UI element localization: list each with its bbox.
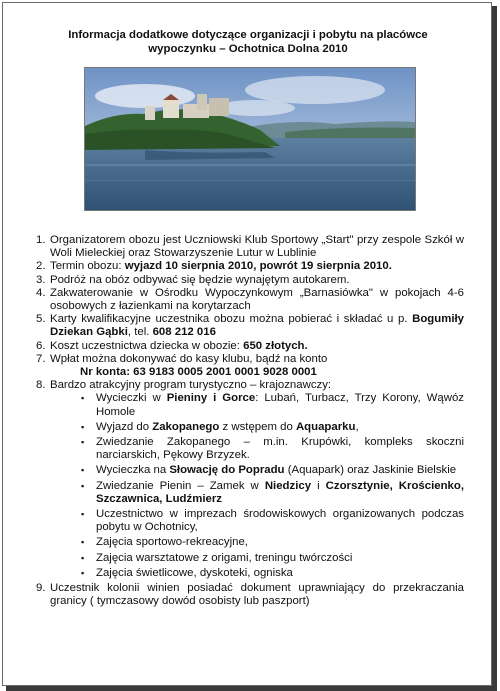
program-bold: Zakopanego — [152, 420, 220, 433]
list-item-accommodation — [36, 287, 464, 313]
program-text: , — [355, 420, 359, 433]
item-number: 7. — [36, 352, 46, 365]
item-text: Uczestnik kolonii winien posiadać dokument uprawniający do przekraczania granicy ( tymczasowy dowód osobisty lub paszport) — [50, 582, 464, 608]
account-number-text: Nr konta: 63 9183 0005 2001 0001 9028 0001 — [80, 366, 317, 379]
program-bold: Pieniny i Gorce — [166, 392, 256, 405]
list-item-payment — [36, 353, 464, 379]
list-item-cost — [36, 340, 464, 353]
bullet-icon: ▪ — [81, 480, 85, 491]
item-text: Podróż na obóz odbywać się będzie wynajętym autokarem. — [50, 273, 350, 286]
item-prefix: Termin obozu: — [50, 260, 125, 273]
bullet-icon: ▪ — [81, 465, 85, 476]
item-number: 1. — [36, 234, 46, 246]
program-item — [81, 436, 464, 462]
program-item — [81, 420, 464, 434]
page-shadow-right — [492, 6, 497, 688]
program-item — [81, 508, 464, 534]
info-list-container — [36, 234, 464, 608]
item-number: 8. — [36, 379, 46, 392]
program-text: z wstępem do — [219, 420, 296, 433]
program-item — [81, 551, 464, 565]
program-text: Uczestnictwo w imprezach środowiskowych organizowanych podczas pobytu w Ochotnicy, — [96, 508, 464, 534]
item-text: Organizatorem obozu jest Uczniowski Klub Sportowy „Start" przy zespole Szkół w Woli Mieleckiej oraz Stowarzyszenie Lutur w Lublinie — [50, 234, 464, 260]
item-suffix: , tel. — [127, 326, 153, 339]
program-text: Zwiedzanie Pienin – Zamek w — [96, 479, 265, 492]
bullet-icon: ▪ — [81, 421, 85, 432]
bullet-icon: ▪ — [81, 567, 85, 578]
program-text: : Lubań, Turbacz, Trzy Korony, Wąwóz Homole — [96, 392, 464, 418]
program-item — [81, 479, 464, 506]
item-text: Bardzo atrakcyjny program turystyczno – krajoznawczy: — [50, 379, 332, 392]
bullet-icon: ▪ — [81, 437, 85, 448]
contact-phone: 608 212 016 — [152, 326, 216, 339]
program-bold: Słowację do Popradu — [169, 464, 285, 477]
account-number — [50, 366, 464, 379]
program-item — [81, 392, 464, 418]
list-item-documents — [36, 582, 464, 608]
program-text: Zajęcia warsztatowe z origami, treningu twórczości — [96, 551, 353, 564]
item-number: 2. — [36, 260, 46, 273]
info-list — [36, 234, 464, 608]
program-item — [81, 566, 464, 580]
program-bold: Aquaparku — [295, 420, 356, 433]
program-text: (Aquapark) oraz Jaskinie Bielskie — [284, 464, 457, 477]
program-list — [50, 392, 464, 580]
program-item — [81, 464, 464, 477]
title-line-1: Informacja dodatkowe dotyczące organizacji i pobytu na placówce — [68, 29, 428, 41]
item-number: 3. — [36, 273, 46, 286]
list-item-term — [36, 260, 464, 273]
bullet-icon: ▪ — [81, 509, 85, 520]
item-number: 9. — [36, 582, 46, 595]
item-text: Koszt uczestnictwa dziecka w obozie: — [50, 339, 244, 352]
page-shadow-bottom — [6, 686, 497, 691]
program-text: Wyjazd do — [96, 420, 153, 433]
list-item-travel — [36, 274, 464, 287]
item-text: Karty kwalifikacyjne uczestnika obozu można pobierać i składać u p. — [50, 313, 413, 326]
program-bold: Niedzicy — [264, 479, 312, 492]
list-item-cards — [36, 313, 464, 339]
item-text: Zakwaterowanie w Ośrodku Wypoczynkowym „Barnasiówka" w pokojach 4-6 osobowych z łazienkami na korytarzach — [50, 286, 464, 313]
item-bold: wyjazd 10 sierpnia 2010, powrót 19 sierpnia 2010. — [124, 260, 392, 273]
program-text: Zajęcia świetlicowe, dyskoteki, ogniska — [96, 566, 293, 579]
item-number: 5. — [36, 313, 46, 326]
bullet-icon: ▪ — [81, 537, 85, 548]
item-number: 4. — [36, 286, 46, 299]
list-item-program — [36, 379, 464, 580]
program-text: Wycieczki w — [96, 392, 167, 405]
program-item — [81, 536, 464, 549]
castle-lake-photo — [84, 67, 416, 211]
program-text: Zwiedzanie Zakopanego – m.in. Krupówki, kompleks skoczni narciarskich, Pękowy Brzyzek. — [96, 436, 464, 462]
list-item-organizer — [36, 234, 464, 260]
item-number: 6. — [36, 339, 46, 352]
program-text: Zajęcia sportowo-rekreacyjne, — [96, 536, 248, 549]
document-title — [30, 28, 466, 56]
title-line-2: wypoczynku – Ochotnica Dolna 2010 — [148, 43, 348, 55]
bullet-icon: ▪ — [81, 552, 85, 563]
contact-name: Bogumiły Dziekan Gąbki — [50, 313, 464, 339]
program-bold: Czorsztynie, Krościenko, Szczawnica, Ludźmierz — [96, 479, 464, 505]
program-text: i — [311, 479, 326, 492]
program-text: Wycieczka na — [96, 464, 170, 477]
item-text: Wpłat można dokonywać do kasy klubu, bądź na konto — [50, 352, 328, 365]
bullet-icon: ▪ — [81, 393, 85, 404]
cost-value: 650 złotych. — [243, 339, 308, 352]
